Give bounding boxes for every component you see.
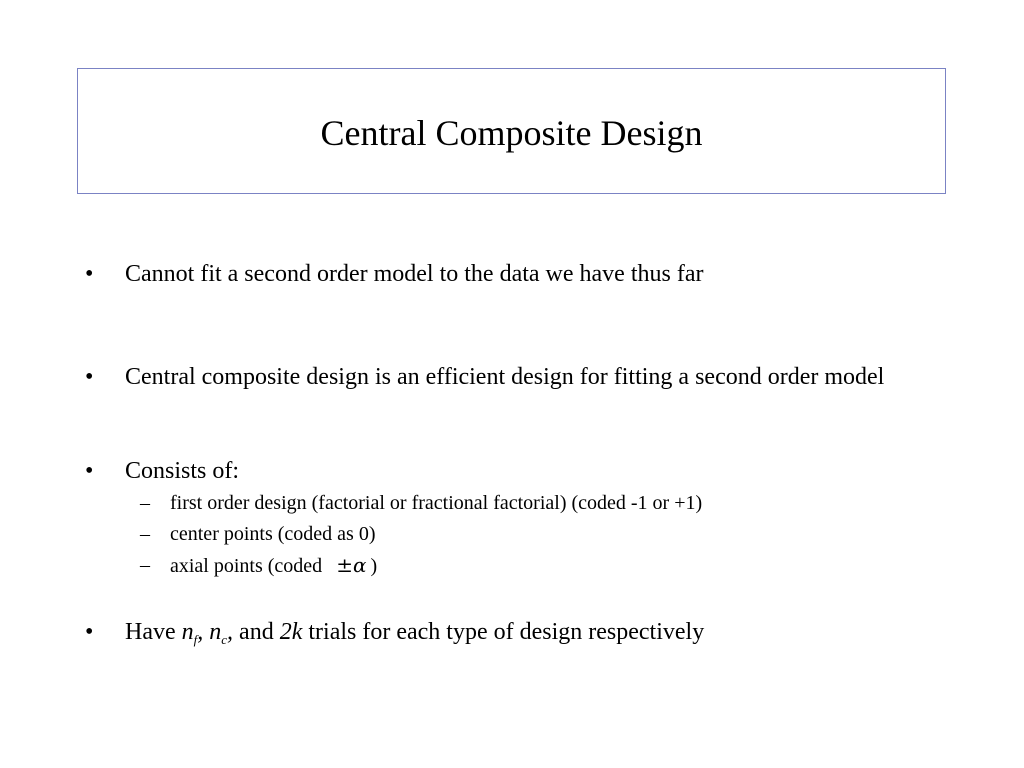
sub-text: center points (coded as 0) (170, 523, 376, 545)
rest-text: trials for each type of design respectively (302, 619, 705, 645)
bullet-marker: • (85, 458, 94, 484)
c-subscript: c (221, 632, 228, 647)
comma-1: , (197, 619, 210, 645)
bullet-item-1 (85, 261, 905, 288)
sub-marker: – (140, 554, 150, 576)
and-text: and (233, 619, 280, 645)
n-letter: n (209, 619, 222, 645)
slide-title: Central Composite Design (320, 113, 703, 153)
sub-item-2 (140, 522, 920, 546)
bullet-text-trials (125, 619, 905, 646)
bullet-text: Consists of: (125, 458, 240, 484)
sub-item-3 (140, 553, 920, 578)
n-letter: n (181, 619, 194, 645)
comma-2: , (227, 619, 234, 645)
plus-minus-alpha-symbol (336, 553, 366, 577)
sub-text-axial (170, 553, 920, 578)
nf-symbol (182, 619, 198, 645)
axial-prefix: axial points (coded (170, 555, 323, 577)
bullet-item-4 (85, 619, 905, 646)
nc-symbol (209, 619, 227, 645)
2k-symbol: 2k (279, 619, 303, 645)
bullet-text: Cannot fit a second order model to the data we have thus far (125, 261, 704, 287)
sub-marker: – (140, 492, 150, 514)
title-box (77, 68, 946, 194)
plus-minus-symbol: ± (336, 553, 353, 577)
bullet-marker: • (85, 261, 94, 287)
bullet-marker: • (85, 364, 94, 390)
sub-marker: – (140, 523, 150, 545)
bullet-text: Central composite design is an efficient design for fitting a second order model (125, 364, 885, 390)
sub-text: first order design (factorial or fractional factorial) (coded -1 or +1) (170, 492, 703, 514)
f-subscript: f (193, 632, 198, 647)
axial-suffix: ) (370, 555, 378, 577)
bullet-marker: • (85, 619, 94, 645)
sub-item-1 (140, 491, 920, 515)
bullet-item-2 (85, 364, 905, 391)
have-text: Have (125, 619, 182, 645)
alpha-symbol: α (352, 553, 367, 577)
bullet-item-3 (85, 458, 905, 485)
